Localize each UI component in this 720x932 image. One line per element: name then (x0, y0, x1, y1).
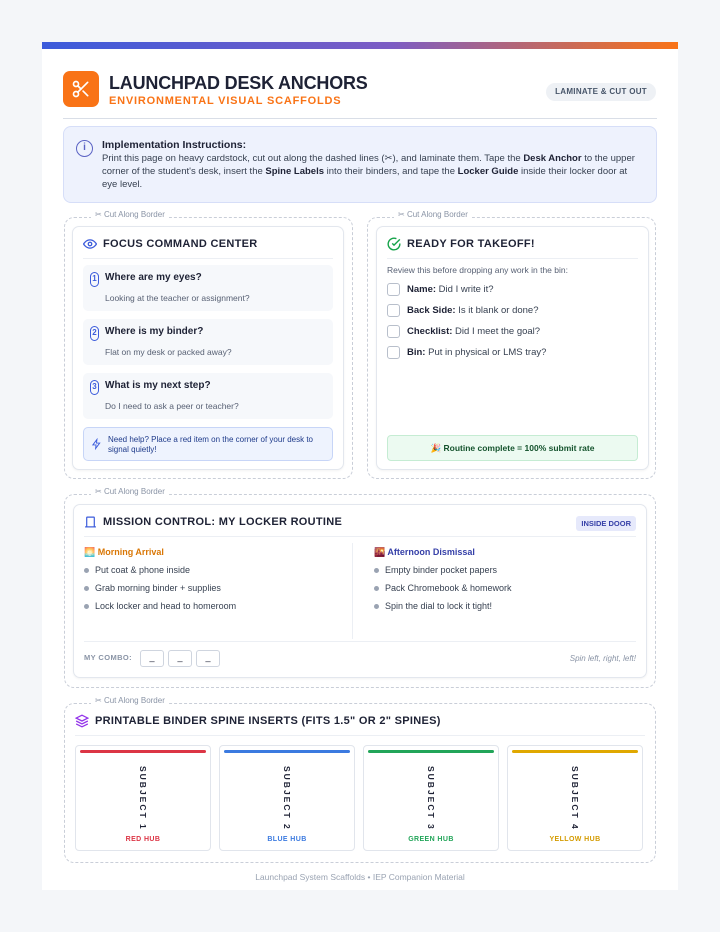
inline-scissors-icon: ✂ (384, 153, 393, 164)
cut-label: ✂ Cut Along Border (91, 694, 169, 708)
page-header (63, 71, 657, 119)
eye-icon (83, 237, 97, 251)
spine-color-bar (512, 750, 638, 753)
cut-region-focus (64, 210, 353, 479)
help-text: Need help? Place a red item on the corner of your desk to signal quietly! (108, 435, 314, 454)
spine-color-bar (368, 750, 494, 753)
combo-slot[interactable]: _ (168, 650, 192, 667)
step-number: 3 (90, 380, 99, 395)
check-circle-icon (387, 237, 401, 251)
spine-subject: SUBJECT 2 (282, 766, 292, 831)
divider (83, 258, 333, 259)
question-title: Where are my eyes? (105, 272, 202, 283)
divider (84, 536, 636, 537)
worksheet-page (42, 42, 678, 890)
question-hint: Looking at the teacher or assignment? (105, 293, 250, 303)
checklist-item[interactable]: Name: Did I write it? (387, 283, 494, 296)
page-title: LAUNCHPAD DESK ANCHORS (109, 73, 368, 93)
list-item: Lock locker and head to homeroom (84, 601, 236, 611)
divider (75, 735, 645, 736)
page-footer: Launchpad System Scaffolds • IEP Companion Material (255, 872, 465, 882)
layers-icon (75, 714, 89, 728)
spines-title: PRINTABLE BINDER SPINE INSERTS (FITS 1.5" OR 2" SPINES) (95, 715, 441, 727)
scissors-icon: ✂ (95, 696, 102, 705)
cut-label: ✂ Cut Along Border (91, 208, 169, 222)
spine-hub-label: GREEN HUB (408, 836, 454, 843)
spine-color-bar (224, 750, 350, 753)
instructions-text: Print this page on heavy cardstock, cut out along the dashed lines (✂), and laminate them. Tape the Desk Anchor to the upper corner of the student's desk, insert the Spine Labels into their binders, and tape the Locker Guide inside their locker door at eye level. (102, 153, 635, 190)
scissors-icon (63, 71, 99, 107)
routine-complete-banner: 🎉 Routine complete = 100% submit rate (387, 435, 638, 461)
checklist-item[interactable]: Back Side: Is it blank or done? (387, 304, 539, 317)
list-item: Empty binder pocket papers (374, 565, 497, 575)
help-note (83, 427, 333, 461)
spine-hub-label: RED HUB (125, 836, 161, 843)
question-item (83, 265, 333, 311)
combo-label: MY COMBO: (84, 653, 133, 662)
cut-region-locker (64, 487, 656, 688)
divider (84, 641, 636, 642)
info-icon: i (76, 140, 93, 157)
instructions-box (63, 126, 657, 203)
spine-insert (507, 745, 643, 851)
checkbox[interactable] (387, 283, 400, 296)
list-item: Grab morning binder + supplies (84, 583, 221, 593)
list-item: Pack Chromebook & homework (374, 583, 512, 593)
spine-insert (75, 745, 211, 851)
list-item: Spin the dial to lock it tight! (374, 601, 492, 611)
checkbox[interactable] (387, 325, 400, 338)
spine-hub-label: YELLOW HUB (549, 836, 601, 843)
question-hint: Flat on my desk or packed away? (105, 347, 232, 357)
takeoff-heading (387, 237, 535, 251)
takeoff-title: READY FOR TAKEOFF! (407, 238, 535, 250)
takeoff-card (376, 226, 649, 470)
cut-region-takeoff (367, 210, 656, 479)
step-number: 1 (90, 272, 99, 287)
cut-label: ✂ Cut Along Border (91, 485, 169, 499)
focus-title: FOCUS COMMAND CENTER (103, 238, 258, 250)
spine-subject: SUBJECT 3 (426, 766, 436, 831)
spine-color-bar (80, 750, 206, 753)
morning-heading: 🌅 Morning Arrival (84, 547, 164, 557)
checkbox[interactable] (387, 304, 400, 317)
inside-door-badge: INSIDE DOOR (576, 516, 636, 531)
page-subtitle: ENVIRONMENTAL VISUAL SCAFFOLDS (109, 95, 342, 107)
focus-card (72, 226, 344, 470)
locker-heading (84, 515, 342, 529)
spine-subject: SUBJECT 1 (138, 766, 148, 831)
cut-region-spines (64, 696, 656, 863)
checklist-item[interactable]: Checklist: Did I meet the goal? (387, 325, 540, 338)
question-title: Where is my binder? (105, 326, 204, 337)
scissors-icon: ✂ (398, 210, 405, 219)
checkbox[interactable] (387, 346, 400, 359)
spine-hub-label: BLUE HUB (267, 836, 307, 843)
question-title: What is my next step? (105, 380, 211, 391)
door-icon (84, 515, 97, 529)
spin-hint: Spin left, right, left! (569, 654, 636, 663)
laminate-tag: LAMINATE & CUT OUT (546, 83, 656, 101)
combo-slot[interactable]: _ (196, 650, 220, 667)
instructions-title: Implementation Instructions: (102, 139, 247, 151)
spines-heading (75, 714, 441, 728)
scissors-icon: ✂ (95, 210, 102, 219)
lightning-icon (91, 438, 102, 450)
scissors-icon: ✂ (95, 487, 102, 496)
column-divider (352, 543, 353, 639)
spine-insert (219, 745, 355, 851)
divider (387, 258, 638, 259)
locker-card (73, 504, 647, 678)
afternoon-heading: 🌇 Afternoon Dismissal (374, 547, 475, 557)
focus-heading (83, 237, 258, 251)
list-item: Put coat & phone inside (84, 565, 190, 575)
spine-subject: SUBJECT 4 (570, 766, 580, 831)
cut-label: ✂ Cut Along Border (394, 208, 472, 222)
takeoff-intro: Review this before dropping any work in the bin: (387, 265, 568, 275)
spine-insert (363, 745, 499, 851)
question-item (83, 319, 333, 365)
step-number: 2 (90, 326, 99, 341)
gradient-top-bar (42, 42, 678, 49)
locker-title: MISSION CONTROL: MY LOCKER ROUTINE (103, 516, 343, 528)
combo-slot[interactable]: _ (140, 650, 164, 667)
question-item (83, 373, 333, 419)
checklist-item[interactable]: Bin: Put in physical or LMS tray? (387, 346, 546, 359)
question-hint: Do I need to ask a peer or teacher? (105, 401, 239, 411)
